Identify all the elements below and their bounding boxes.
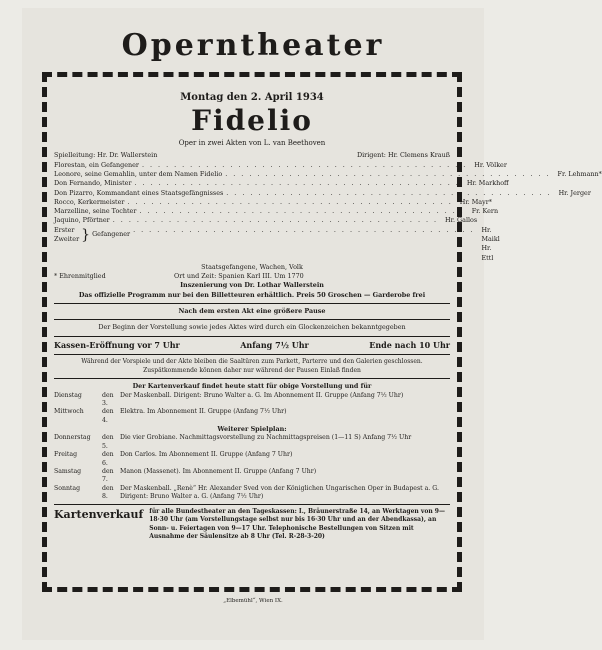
schedule-text: Der Maskenball. Dirigent: Bruno Walter a. G. Im Abonnement II. Gruppe (Anfang 7½ Uhr) (120, 391, 404, 399)
cast-row (54, 207, 499, 216)
cast-singer: Fr. Lehmann* (557, 170, 602, 178)
schedule-date: den 4. (102, 408, 114, 424)
staging-credit: Inszenierung von Dr. Lothar Wallerstein (180, 281, 324, 290)
playbill-content (54, 83, 602, 581)
cast-singer: Hr. Markhoff (466, 179, 509, 188)
prisoners-brace-group (54, 226, 130, 245)
opera-title: Fidelio (191, 103, 313, 137)
schedule-day: Donnerstag (54, 434, 91, 442)
latecomer-note: Während der Vorspiele und der Akte bleiben die Saaltüren zum Parkett, Parterre und den Galerien geschlossen. Zuspätkommende können daher nur während der Pausen Einlaß finden (81, 358, 423, 374)
cast-role: Leonore, seine Gemahlin, unter dem Namen Fidelio (54, 170, 223, 178)
divider (54, 378, 450, 379)
cast-row (54, 216, 478, 225)
schedule-text: Don Carlos. Im Abonnement II. Gruppe (Anfang 7 Uhr) (120, 451, 293, 459)
cast-row (54, 170, 602, 179)
ticket-sales-text: für alle Bundestheater an den Tageskassen: I., Bräunerstraße 14, an Werktagen von 9—18·30 Uhr (am Vorstellungstage selbst nur bis 16·30 Uhr und an der Abendkassa), an Sonn- u. Feiertagen von 9—17 Uhr. Telephonische Bestellungen von Sitzen mit Ausnahme der Säulensitze ab 8 Uhr (Tel. R-28-3-20) (149, 508, 445, 540)
theater-title: Opernthеater (121, 28, 385, 63)
schedule-row (54, 485, 450, 502)
schedule-text: Die vier Grobiane. Nachmittagsvorstellung zu Nachmittagspreisen (1—11 S) Anfang 7½ Uhr (120, 434, 412, 442)
schedule-day: Samstag (54, 467, 82, 475)
cast-row (54, 160, 507, 170)
schedule-date: den 3. (102, 391, 114, 408)
divider (54, 354, 450, 355)
dot-leader: ......................................... (112, 216, 443, 225)
prisoners-row (54, 225, 500, 263)
prisoner-singer-1: Hr. Maikl (481, 225, 500, 243)
stage-director: Spielleitung: Hr. Dr. Wallerstein (54, 151, 158, 160)
schedule-date: den 5. (102, 434, 114, 450)
chorus-line: Staatsgefangene, Wachen, Volk (201, 262, 303, 271)
dot-leader: ......................................... (226, 188, 556, 197)
schedule-row (54, 468, 450, 485)
schedule-day: Freitag (54, 451, 78, 459)
cast-role: Don Pizarro, Kommandant eines Staatsgefängnisses (54, 188, 224, 197)
printer-credit: „Elbemühl“, Wien IX. (223, 598, 283, 604)
prisoner-first-label: Erster (54, 225, 75, 234)
cast-singer: Hr. Völker (474, 160, 507, 169)
cast-role: Jaquino, Pförtner (54, 216, 110, 225)
cast-singer: Hr. Gallos (445, 216, 478, 225)
cast-singer: Hr. Jerger (558, 188, 591, 197)
cast-row (54, 197, 492, 207)
schedule-date: den 8. (102, 484, 114, 500)
prisoner-second-label: Zweiter (54, 234, 80, 243)
schedule-day: Mittwoch (54, 408, 84, 416)
cast-role: Rocco, Kerkermeister (54, 197, 125, 206)
playbill-sheet (22, 8, 602, 640)
schedule-text: Der Maskenball. „Renè“ Hr. Alexander Sved von der Königlichen Ungarischen Oper in Budapest a. G. Dirigent: Bruno Walter a. G. (Anfang 7½ Uhr) (120, 484, 439, 500)
dot-leader: ......................................... (139, 207, 469, 216)
booklet-note: Das offizielle Programm nur bei den Billetteuren erhältlich. Preis 50 Groschen — Garderobe frei (78, 290, 426, 299)
schedule-day: Sonntag (54, 484, 81, 492)
advance-sale-note: Der Kartenverkauf findet heute statt für obige Vorstellung und für (132, 382, 372, 391)
schedule-row (54, 434, 450, 451)
prisoner-role: Gefangener (92, 230, 131, 239)
opera-subtitle: Oper in zwei Akten von L. van Beethoven (178, 139, 326, 148)
place-line (54, 272, 450, 281)
playbill-frame (42, 72, 602, 592)
divider (54, 336, 450, 337)
schedule-row (54, 392, 450, 409)
divider (54, 319, 450, 320)
divider (54, 504, 450, 505)
place-time: Ort und Zeit: Spanien Karl III. Um 1770 (174, 272, 304, 281)
dot-leader: ......................................... (127, 197, 457, 206)
bell-note: Der Beginn der Vorstellung sowie jedes Aktes wird durch ein Glockenzeichen bekanntgegeben (98, 323, 406, 332)
schedule-date: den 7. (102, 467, 114, 484)
box-office-opening: Kassen-Eröffnung vor 7 Uhr (54, 339, 180, 350)
schedule-date: den 6. (102, 451, 114, 467)
cast-singer: Fr. Kern (471, 207, 499, 216)
cast-row (54, 188, 591, 198)
ticket-sales-title: Kartenverkauf (54, 508, 144, 522)
cast-role: Don Fernando, Minister (54, 179, 132, 188)
start-time: Anfang 7½ Uhr (240, 339, 309, 350)
dot-leader: ........................................... (133, 225, 479, 234)
schedule-text: Elektra. Im Abonnement II. Gruppe (Anfang 7½ Uhr) (120, 408, 287, 416)
leaders-line (54, 151, 450, 160)
ticket-sales-block (54, 508, 450, 540)
prisoner-singer-2: Hr. Ettl (481, 244, 494, 262)
dot-leader: ......................................... (141, 160, 472, 169)
schedule-row (54, 451, 450, 468)
cast-role: Marzelline, seine Tochter (54, 207, 137, 216)
schedule-text: Manon (Massenet). Im Abonnement II. Gruppe (Anfang 7 Uhr) (120, 467, 317, 475)
end-time: Ende nach 10 Uhr (369, 339, 450, 350)
honor-note: * Ehrenmitglied (54, 272, 106, 281)
times-row (54, 340, 450, 352)
further-schedule-heading: Weiterer Spielplan: (217, 425, 287, 434)
dot-leader: ......................................... (134, 179, 464, 188)
cast-list (54, 160, 602, 263)
brace-glyph: } (81, 226, 91, 243)
dot-leader: ......................................... (225, 170, 555, 178)
pause-note: Nach dem ersten Akt eine größere Pause (178, 306, 326, 315)
cast-singer: Hr. Mayr* (459, 197, 492, 206)
cast-row (54, 179, 509, 188)
conductor: Dirigent: Hr. Clemens Krauß (356, 151, 450, 160)
schedule-day: Dienstag (54, 391, 82, 399)
schedule-row (54, 408, 450, 425)
performance-date: Montag den 2. April 1934 (180, 92, 324, 103)
cast-role: Florestan, ein Gefangener (54, 160, 139, 169)
divider (54, 303, 450, 304)
